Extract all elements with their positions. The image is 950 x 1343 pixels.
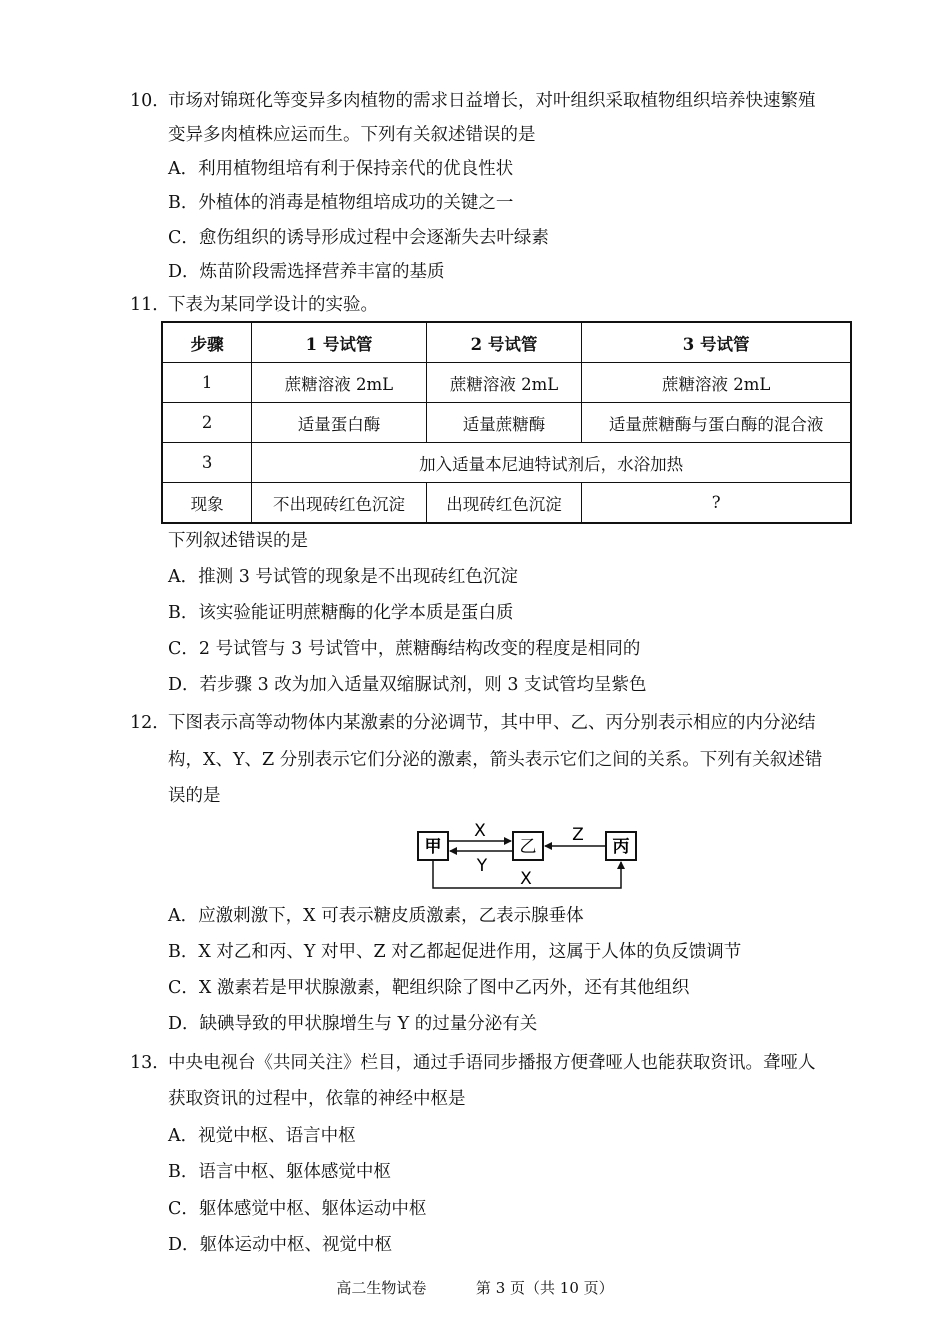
- q10-stem-line1: 市场对锦斑化等变异多肉植物的需求日益增长，对叶组织采取植物组织培养快速繁殖: [168, 91, 816, 111]
- hormone-regulation-diagram: [410, 818, 650, 894]
- table-cell: 现象: [162, 483, 252, 524]
- box-jia-label: 甲: [424, 837, 442, 857]
- q12-option-a: A．应激刺激下，X 可表示糖皮质激素，乙表示腺垂体: [168, 906, 584, 926]
- label-z: Z: [572, 825, 584, 845]
- table-cell: 适量蛋白酶: [252, 403, 427, 443]
- label-y: Y: [476, 856, 488, 876]
- table-header-cell: 步骤: [162, 322, 252, 363]
- q12-number: 12．: [130, 713, 170, 733]
- q11-option-d: D．若步骤 3 改为加入适量双缩脲试剂，则 3 支试管均呈紫色: [168, 675, 647, 695]
- q11-option-b: B．该实验能证明蔗糖酶的化学本质是蛋白质: [168, 603, 514, 623]
- table-cell: 出现砖红色沉淀: [426, 483, 582, 524]
- table-cell: 1: [162, 363, 252, 403]
- table-cell: 蔗糖溶液 2mL: [426, 363, 582, 403]
- q11-option-c: C．2 号试管与 3 号试管中，蔗糖酶结构改变的程度是相同的: [168, 639, 641, 659]
- q11-number: 11．: [130, 295, 170, 315]
- q11-option-a: A．推测 3 号试管的现象是不出现砖红色沉淀: [168, 567, 518, 587]
- q13-stem-line2: 获取资讯的过程中，依靠的神经中枢是: [168, 1089, 466, 1109]
- q10-option-b: B．外植体的消毒是植物组培成功的关键之一: [168, 193, 514, 213]
- table-header-cell: 3 号试管: [582, 322, 851, 363]
- table-cell: 3: [162, 443, 252, 483]
- q10-stem-line2: 变异多肉植株应运而生。下列有关叙述错误的是: [168, 125, 536, 145]
- label-x-bottom: X: [520, 869, 532, 889]
- table-row: [162, 443, 851, 483]
- table-header-cell: 1 号试管: [252, 322, 427, 363]
- table-cell: 蔗糖溶液 2mL: [252, 363, 427, 403]
- table-cell: 不出现砖红色沉淀: [252, 483, 427, 524]
- q12-option-b: B．X 对乙和丙、Y 对甲、Z 对乙都起促进作用，这属于人体的负反馈调节: [168, 942, 742, 962]
- page-footer: [0, 1277, 950, 1298]
- box-yi-label: 乙: [519, 837, 537, 857]
- table-row: [162, 403, 851, 443]
- footer-page-number: 第 3 页（共 10 页）: [475, 1279, 614, 1297]
- q13-option-a: A．视觉中枢、语言中枢: [168, 1126, 356, 1146]
- q13-option-c: C．躯体感觉中枢、躯体运动中枢: [168, 1199, 427, 1219]
- q11-stem: 下表为某同学设计的实验。: [168, 295, 378, 315]
- table-header-row: [162, 322, 851, 363]
- q12-stem-line2: 构，X、Y、Z 分别表示它们分泌的激素，箭头表示它们之间的关系。下列有关叙述错: [168, 750, 823, 770]
- table-cell: 2: [162, 403, 252, 443]
- q12-option-c: C．X 激素若是甲状腺激素，靶组织除了图中乙丙外，还有其他组织: [168, 978, 690, 998]
- q10-option-a: A．利用植物组培有利于保持亲代的优良性状: [168, 159, 514, 179]
- q13-option-d: D．躯体运动中枢、视觉中枢: [168, 1235, 393, 1255]
- q10-number: 10．: [130, 91, 170, 111]
- q13-stem-line1: 中央电视台《共同关注》栏目，通过手语同步播报方便聋哑人也能获取资讯。聋哑人: [168, 1053, 816, 1073]
- table-cell: 适量蔗糖酶: [426, 403, 582, 443]
- experiment-table: [161, 321, 852, 524]
- q12-stem-line1: 下图表示高等动物体内某激素的分泌调节，其中甲、乙、丙分别表示相应的内分泌结: [168, 713, 816, 733]
- label-x-top: X: [474, 821, 486, 841]
- box-bing-label: 丙: [612, 837, 630, 857]
- footer-subject: 高二生物试卷: [336, 1279, 427, 1297]
- q10-option-d: D．炼苗阶段需选择营养丰富的基质: [168, 262, 445, 282]
- table-header-cell: 2 号试管: [426, 322, 582, 363]
- q13-option-b: B．语言中枢、躯体感觉中枢: [168, 1162, 391, 1182]
- table-result-row: [162, 483, 851, 524]
- table-cell: 适量蔗糖酶与蛋白酶的混合液: [582, 403, 851, 443]
- table-row: [162, 363, 851, 403]
- q11-followup: 下列叙述错误的是: [168, 531, 308, 551]
- q10-option-c: C．愈伤组织的诱导形成过程中会逐渐失去叶绿素: [168, 228, 549, 248]
- q12-stem-line3: 误的是: [168, 786, 221, 806]
- table-cell: 蔗糖溶液 2mL: [582, 363, 851, 403]
- table-merged-cell: 加入适量本尼迪特试剂后，水浴加热: [252, 443, 851, 483]
- table-cell: ?: [582, 483, 851, 524]
- q13-number: 13．: [130, 1053, 170, 1073]
- q12-option-d: D．缺碘导致的甲状腺增生与 Y 的过量分泌有关: [168, 1014, 538, 1034]
